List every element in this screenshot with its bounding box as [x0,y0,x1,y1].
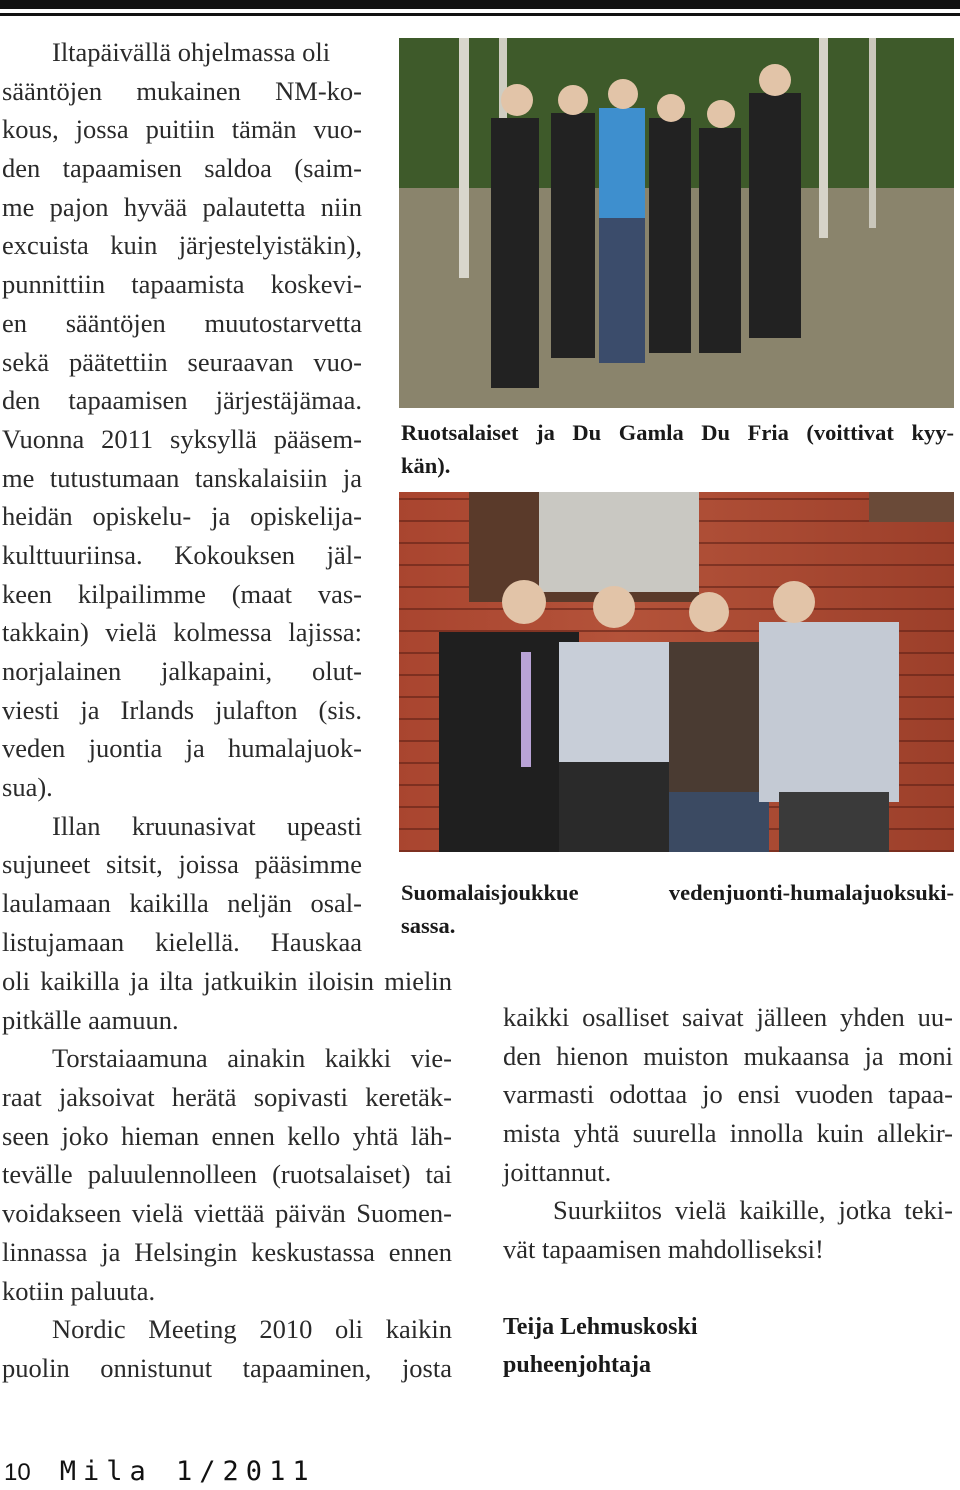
text-line: kaikki osalliset saivat jälleen yhden uu- [503,1002,953,1032]
text-line: puolin onnistunut tapaaminen, josta [2,1352,452,1383]
text-line: heidän opiskelu- ja opiskelija- [2,501,362,532]
text-line: sujuneet sitsit, joissa pääsimme [2,849,362,880]
photo-finnish-team-image [399,492,954,852]
text-line: me pajon hyvää palautetta niin [2,191,362,222]
photo-caption [401,416,954,482]
text-line: keen kilpailimme (maat vas- [2,578,362,609]
text-line: veden juontia ja humalajuok- [2,733,362,764]
photo-finnish-team [399,492,954,852]
text-line: Illan kruunasivat upeasti [52,810,362,841]
photo-swedish-team-image [399,38,954,408]
text-line: varmasti odottaa jo ensi vuoden tapaa- [503,1079,953,1110]
page-footer [4,1455,316,1489]
author-role: puheenjohtaja [503,1352,652,1378]
text-line: takkain) vielä kolmessa lajissa: [2,617,362,648]
text-line: kulttuuriinsa. Kokouksen jäl- [2,539,362,570]
text-line: Vuonna 2011 syksyllä pääsem- [2,423,362,454]
text-line: laulamaan kaikilla neljän osal- [2,888,362,919]
text-line: en sääntöjen muutostarvetta [2,307,362,338]
article-column-upper-left [2,33,362,962]
text-line: sääntöjen mukainen NM-ko- [2,75,362,106]
text-line: joittannut. [503,1156,612,1187]
text-line: kous, jossa puitiin tämän vuo- [2,114,362,145]
text-line: kotiin paluuta. [2,1275,156,1306]
text-line: linnassa ja Helsingin keskustassa ennen [2,1236,452,1267]
text-line: den hienon muiston mukaansa ja moni [503,1040,953,1071]
text-line: excuista kuin järjestelyistäkin), [2,230,362,261]
text-line: oli kaikilla ja ilta jatkuikin iloisin mielin [2,966,452,996]
text-line: listujamaan kielellä. Hauskaa [2,926,362,957]
top-rule-thick [0,0,960,9]
text-line: den tapaamisen järjestäjämaa. [2,385,362,416]
author-name: Teija Lehmuskoski [503,1314,698,1340]
text-line: Iltapäivällä ohjelmassa oli [52,37,331,67]
text-line: raat jaksoivat herätä sopivasti keretäk- [2,1082,452,1113]
text-line: pitkälle aamuun. [2,1004,179,1035]
text-line: punnittiin tapaamista koskevi- [2,269,362,300]
text-line: norjalainen jalkapaini, olut- [2,656,362,686]
text-line: seen joko hieman ennen kello yhtä läh- [2,1120,452,1151]
text-line: vät tapaamisen mahdolliseksi! [503,1234,824,1265]
text-line: sua). [2,772,53,803]
caption-line: Ruotsalaiset ja Du Gamla Du Fria (voittivat kyy- [401,420,954,445]
caption-line: Suomalaisjoukkue vedenjuonti-humalajuoksuki- [401,880,954,905]
text-line: viesti ja Irlands julafton (sis. [2,694,362,725]
top-rule-thin [0,13,960,16]
page-number: 10 [4,1459,31,1486]
text-line: den tapaamisen saldoa (saim- [2,153,362,184]
author-signature [503,1308,698,1384]
caption-line: sassa. [401,913,456,938]
article-column-right [503,998,953,1269]
caption-line: kän). [401,453,451,478]
text-line: sekä päätettiin seuraavan vuo- [2,346,362,377]
text-line: Nordic Meeting 2010 oli kaikin [52,1314,452,1345]
photo-caption [401,876,954,942]
text-line: voidakseen vielä viettää päivän Suomen- [2,1198,452,1229]
text-line: Suurkiitos vielä kaikille, jotka teki- [553,1195,953,1226]
text-line: me tutustumaan tanskalaisiin ja [2,462,362,493]
magazine-issue: Mila 1/2011 [59,1456,316,1487]
text-line: tevälle paluulennolleen (ruotsalaiset) tai [2,1159,452,1190]
photo-swedish-team [399,38,954,408]
article-column-lower-left [2,962,452,1388]
text-line: Torstaiaamuna ainakin kaikki vie- [52,1043,452,1074]
text-line: mista yhtä suurella innolla kuin allekir- [503,1118,953,1149]
